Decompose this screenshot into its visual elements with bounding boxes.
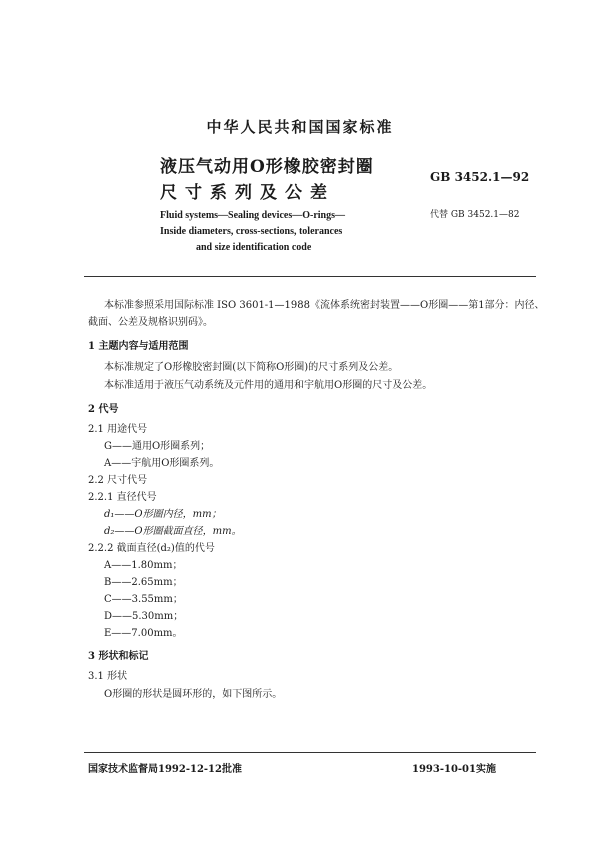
section-2-heading: 2 代号 bbox=[88, 404, 119, 415]
document-subtitle-cn: 尺寸系列及公差 bbox=[160, 183, 335, 203]
section-3-1-heading: 3.1 形状 bbox=[88, 671, 128, 682]
cross-section-code-item: A——1.80mm； bbox=[104, 560, 183, 571]
document-title-cn: 液压气动用O形橡胶密封圈 bbox=[160, 157, 374, 177]
title-en-line: Inside diameters, cross-sections, tolerances bbox=[160, 226, 343, 237]
section-3-1-text: O形圈的形状是圆环形的，如下图所示。 bbox=[104, 689, 283, 700]
gb-code: GB 3452.1—92 bbox=[430, 170, 530, 184]
section-1-paragraph: 本标准适用于液压气动系统及元件用的通用和宇航用O形圈的尺寸及公差。 bbox=[104, 380, 433, 391]
footer-divider bbox=[84, 752, 536, 753]
approval-date: 国家技术监督局1992-12-12批准 bbox=[88, 764, 242, 775]
header-divider bbox=[84, 276, 536, 277]
section-2-2-heading: 2.2 尺寸代号 bbox=[88, 475, 148, 486]
title-en-line: and size identification code bbox=[196, 242, 312, 253]
section-1-paragraph: 本标准规定了O形橡胶密封圈(以下简称O形圈)的尺寸系列及公差。 bbox=[104, 362, 399, 373]
section-1-heading: 1 主题内容与适用范围 bbox=[88, 341, 189, 352]
national-standard-label: 中华人民共和国国家标准 bbox=[206, 118, 394, 136]
diameter-code-item: d₂——O形圈截面直径，mm。 bbox=[104, 526, 242, 537]
intro-line: 本标准参照采用国际标准 ISO 3601-1—1988《流体系统密封装置——O形圈——第1部分：内径、 bbox=[104, 300, 545, 311]
purpose-code-item: A——宇航用O形圈系列。 bbox=[104, 458, 220, 469]
cross-section-code-item: D——5.30mm； bbox=[104, 611, 184, 622]
intro-line: 截面、公差及规格识别码》。 bbox=[88, 317, 213, 328]
purpose-code-item: G——通用O形圈系列； bbox=[104, 441, 211, 452]
diameter-code-item: d₁——O形圈内径，mm； bbox=[104, 509, 222, 520]
title-en-line: Fluid systems—Sealing devices—O-rings— bbox=[160, 210, 346, 221]
section-3-heading: 3 形状和标记 bbox=[88, 651, 149, 662]
cross-section-code-item: B——2.65mm； bbox=[104, 577, 183, 588]
section-2-2-2-heading: 2.2.2 截面直径(d₂)值的代号 bbox=[88, 543, 215, 554]
cross-section-code-item: C——3.55mm； bbox=[104, 594, 183, 605]
section-2-2-1-heading: 2.2.1 直径代号 bbox=[88, 492, 157, 503]
effective-date: 1993-10-01实施 bbox=[412, 764, 496, 775]
section-2-1-heading: 2.1 用途代号 bbox=[88, 424, 148, 435]
cross-section-code-item: E——7.00mm。 bbox=[104, 628, 183, 639]
replaces-code: 代替 GB 3452.1—82 bbox=[430, 210, 520, 220]
